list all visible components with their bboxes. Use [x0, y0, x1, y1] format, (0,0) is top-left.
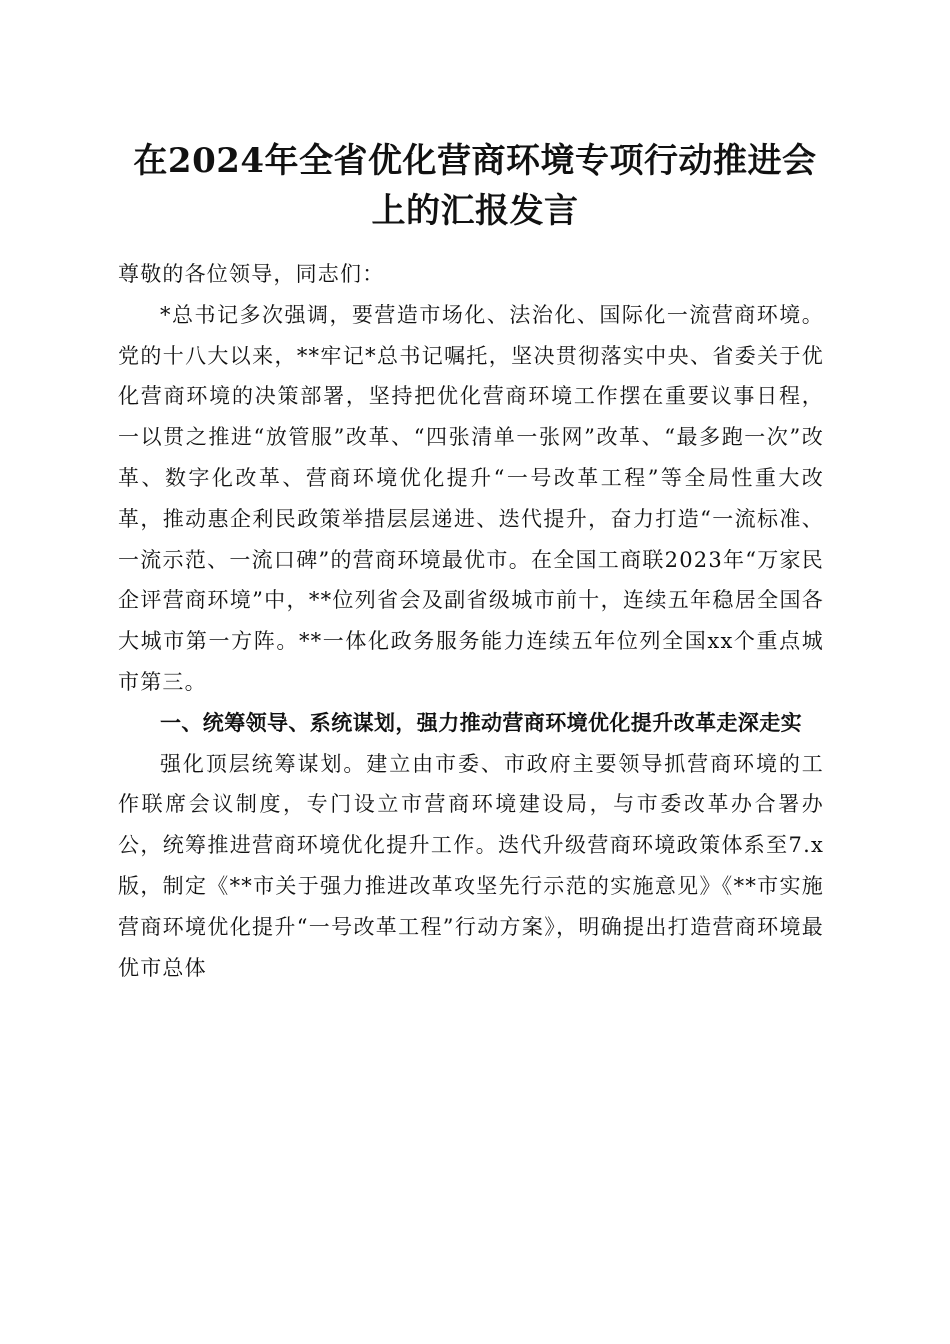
document-body — [118, 254, 824, 988]
paragraph-top-level-planning: 强化顶层统筹谋划。建立由市委、市政府主要领导抓营商环境的工作联席会议制度，专门设立市营商环境建设局，与市委改革办合署办公，统筹推进营商环境优化提升工作。迭代升级营商环境政策体系至7.x版，制定《**市关于强力推进改革攻坚先行示范的实施意见》《**市实施营商环境优化提升“一号改革工程”行动方案》，明确提出打造营商环境最优市总体 — [118, 751, 824, 980]
document-title — [100, 136, 850, 236]
paragraph-intro: *总书记多次强调，要营造市场化、法治化、国际化一流营商环境。党的十八大以来，**牢记*总书记嘱托，坚决贯彻落实中央、省委关于优化营商环境的决策部署，坚持把优化营商环境工作摆在重要议事日程，一以贯之推进“放管服”改革、“四张清单一张网”改革、“最多跑一次”改革、数字化改革、营商环境优化提升“一号改革工程”等全局性重大改革，推动惠企利民政策举措层层递进、迭代提升，奋力打造“一流标准、一流示范、一流口碑”的营商环境最优市。在全国工商联2023年“万家民企评营商环境”中，**位列省会及副省级城市前十，连续五年稳居全国各大城市第一方阵。**一体化政务服务能力连续五年位列全国xx个重点城市第三。 — [118, 302, 824, 694]
salutation: 尊敬的各位领导，同志们： — [118, 262, 385, 286]
section-heading-1: 一、统筹领导、系统谋划，强力推动营商环境优化提升改革走深走实 — [160, 710, 802, 735]
title-line-2: 上的汇报发言 — [371, 191, 579, 231]
title-line-1: 在2024年全省优化营商环境专项行动推进会 — [133, 141, 817, 181]
